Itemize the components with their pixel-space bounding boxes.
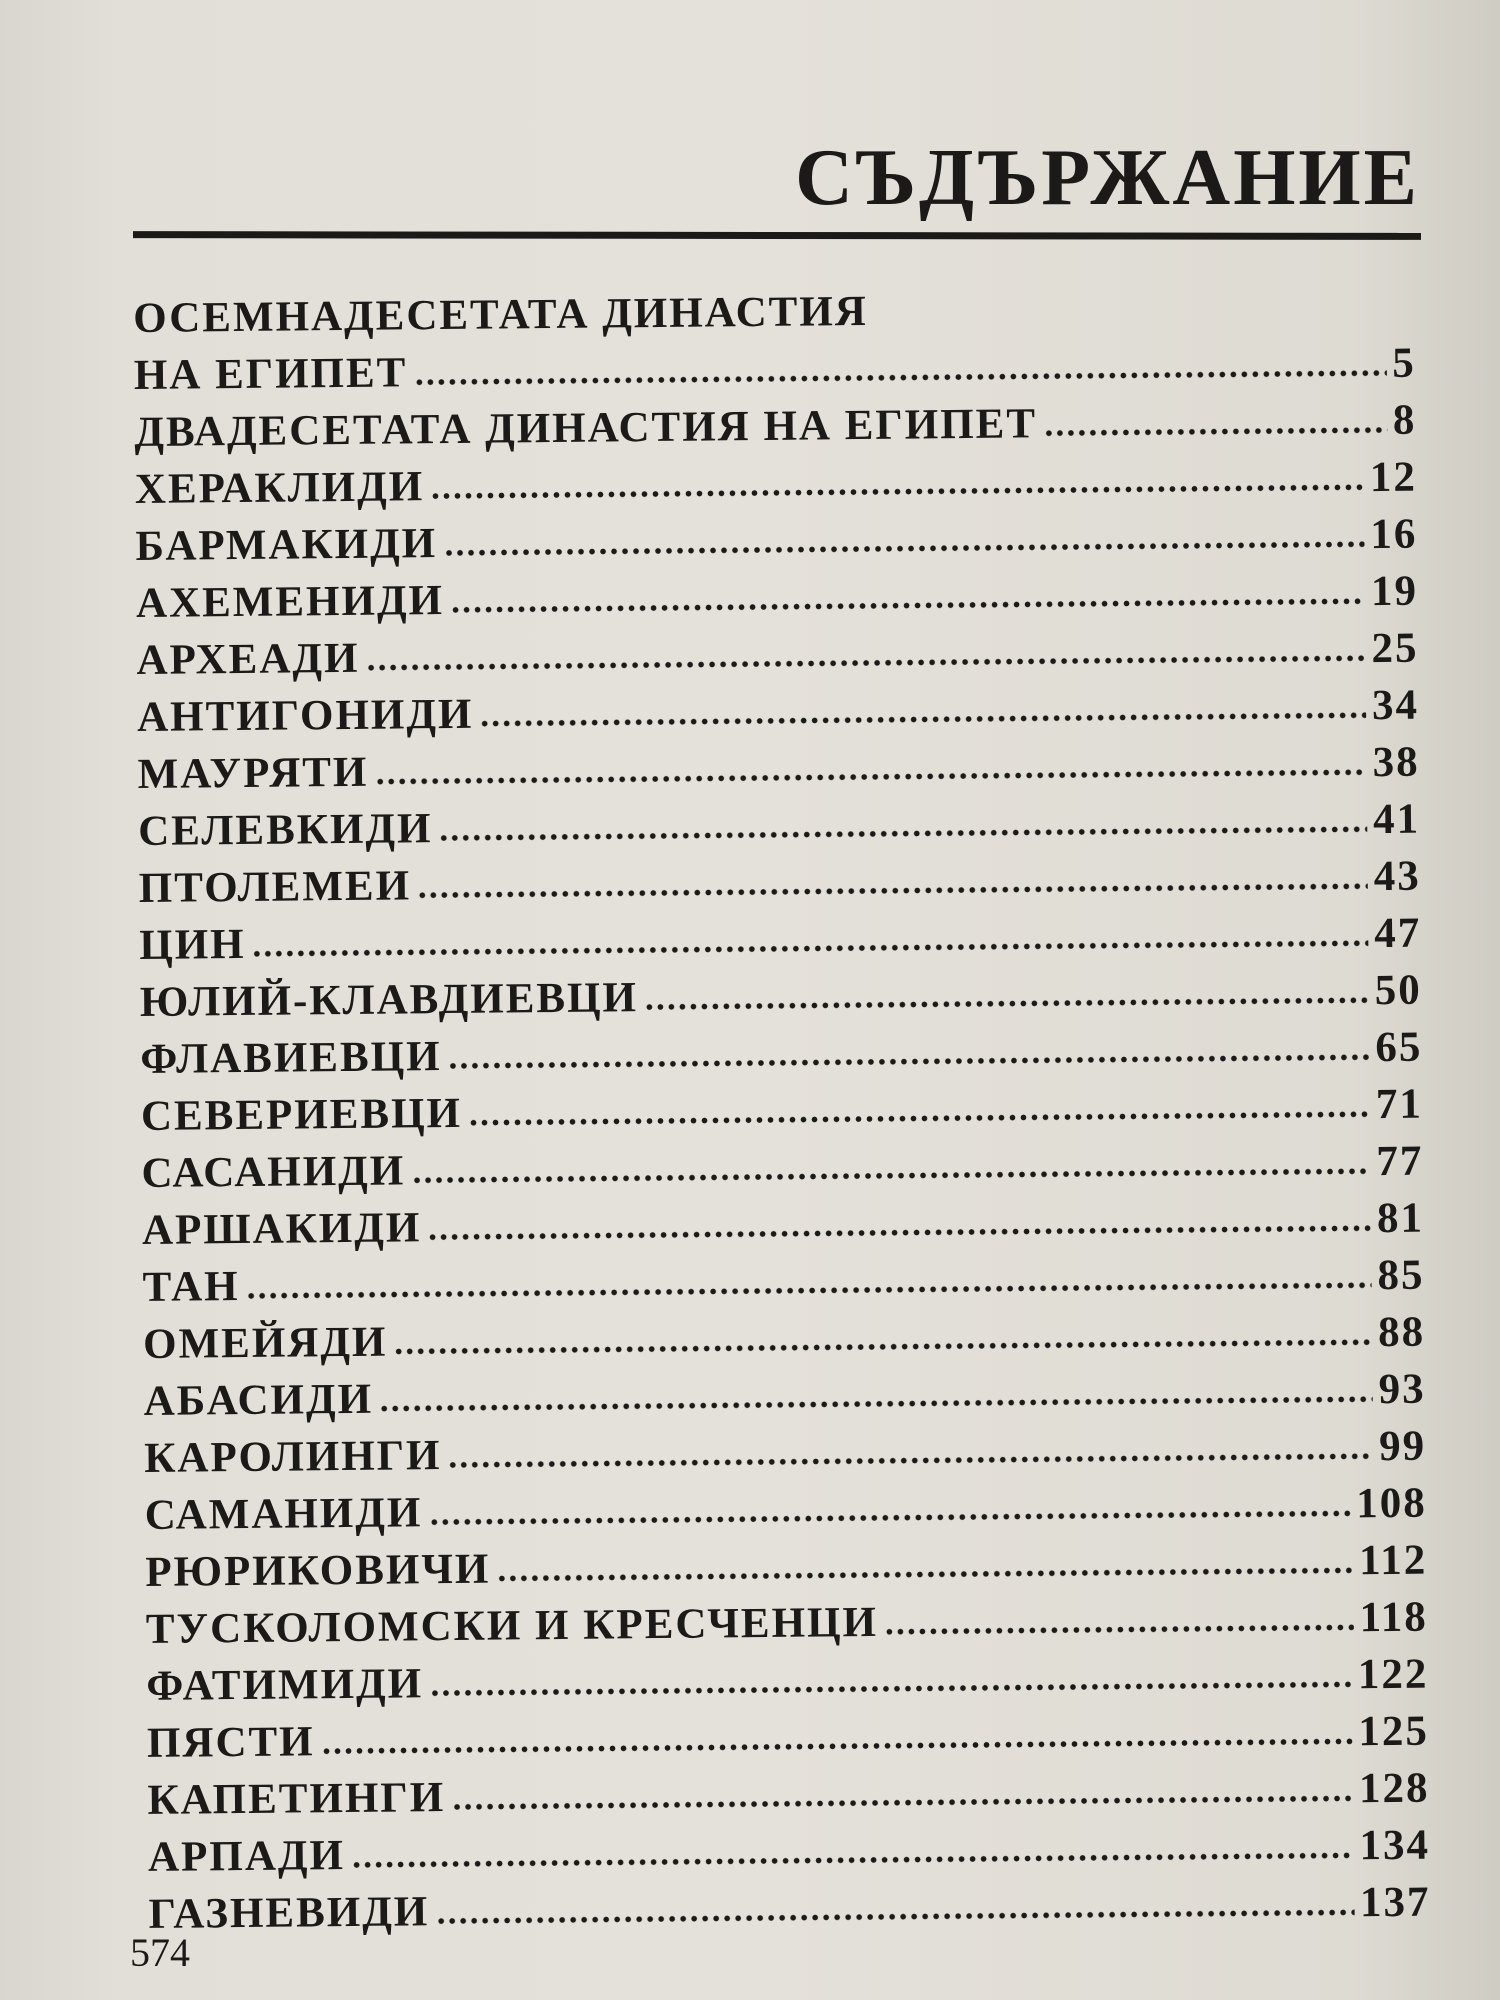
dot-leader bbox=[448, 1052, 1370, 1071]
dot-leader bbox=[428, 1508, 1350, 1527]
dot-leader bbox=[393, 1337, 1372, 1356]
dot-leader bbox=[644, 995, 1369, 1012]
toc-entry-title: ДВАДЕСЕТАТА ДИНАСТИЯ НА ЕГИПЕТ bbox=[134, 400, 1038, 456]
dot-leader bbox=[417, 881, 1368, 900]
toc-entry-title: АХЕМЕНИДИ bbox=[135, 577, 445, 627]
toc-entry-page: 137 bbox=[1359, 1878, 1431, 1927]
toc-entry-title: АРШАКИДИ bbox=[141, 1204, 422, 1254]
dot-leader bbox=[438, 824, 1367, 843]
toc-entry-title: ТАН bbox=[142, 1263, 240, 1311]
toc-entry-page: 99 bbox=[1378, 1422, 1427, 1471]
toc-entry-title: САСАНИДИ bbox=[141, 1147, 406, 1197]
toc-entry-page: 47 bbox=[1374, 909, 1422, 958]
toc-entry-page: 122 bbox=[1357, 1650, 1429, 1699]
dot-leader bbox=[448, 1451, 1374, 1470]
dot-leader bbox=[435, 1907, 1354, 1926]
page-number: 574 bbox=[130, 1930, 190, 1975]
toc-entry-title: ЦИН bbox=[139, 920, 246, 969]
toc-entry-page: 8 bbox=[1392, 396, 1417, 444]
toc-entry-page: 85 bbox=[1377, 1251, 1425, 1300]
toc-entry-page: 71 bbox=[1375, 1080, 1424, 1129]
dot-leader bbox=[374, 767, 1366, 787]
toc-entry-title: ФАТИМИДИ bbox=[146, 1660, 424, 1710]
dot-leader bbox=[450, 596, 1365, 615]
toc-entry-page: 128 bbox=[1358, 1764, 1430, 1813]
toc-entry-title: ТУСКОЛОМСКИ И КРЕСЧЕНЦИ bbox=[145, 1598, 879, 1653]
dot-leader bbox=[246, 1280, 1372, 1301]
dot-leader bbox=[496, 1565, 1353, 1583]
page-title: СЪДЪРЖАНИЕ bbox=[795, 134, 1420, 222]
dot-leader bbox=[430, 482, 1364, 501]
dot-leader bbox=[351, 1850, 1354, 1870]
toc-entry-title: ГАЗНЕВИДИ bbox=[148, 1888, 430, 1938]
toc-entry-title: ПЯСТИ bbox=[146, 1718, 315, 1767]
toc-entry-page: 112 bbox=[1358, 1536, 1428, 1585]
toc-entry-title: АБАСИДИ bbox=[143, 1375, 374, 1425]
dot-leader bbox=[443, 539, 1364, 558]
dot-leader bbox=[379, 1394, 1373, 1414]
toc-entry-page: 93 bbox=[1378, 1365, 1426, 1414]
dot-leader bbox=[468, 1109, 1370, 1128]
toc-entry-title: АНТИГОНИДИ bbox=[136, 690, 474, 741]
toc-entry-title: ЮЛИЙ-КЛАВДИЕВЦИ bbox=[139, 974, 639, 1026]
toc-entry-page: 34 bbox=[1371, 681, 1420, 730]
toc-entry-title: ФЛАВИЕВЦИ bbox=[140, 1033, 442, 1083]
dot-leader bbox=[252, 938, 1369, 959]
toc-entry-page: 50 bbox=[1374, 966, 1423, 1015]
dot-leader bbox=[413, 368, 1386, 387]
title-underline bbox=[133, 231, 1421, 240]
dot-leader bbox=[884, 1622, 1354, 1637]
table-of-contents bbox=[133, 278, 1431, 1943]
toc-entry-page: 108 bbox=[1355, 1479, 1427, 1528]
toc-entry-page: 12 bbox=[1369, 453, 1418, 502]
toc-entry-title: АРПАДИ bbox=[147, 1832, 346, 1881]
dot-leader bbox=[365, 653, 1365, 673]
toc-entry-title: НА ЕГИПЕТ bbox=[133, 349, 408, 399]
toc-entry-page: 88 bbox=[1377, 1308, 1426, 1357]
toc-heading-line: ОСЕМНАДЕСЕТАТА ДИНАСТИЯ bbox=[133, 287, 869, 342]
dot-leader bbox=[411, 1166, 1370, 1185]
toc-entry-page: 5 bbox=[1392, 339, 1416, 387]
toc-entry-title: ПТОЛЕМЕИ bbox=[138, 862, 412, 912]
toc-entry-title: СЕВЕРИЕВЦИ bbox=[140, 1089, 463, 1140]
toc-entry bbox=[148, 1874, 1430, 1943]
toc-entry-page: 77 bbox=[1376, 1137, 1424, 1186]
toc-entry-page: 118 bbox=[1359, 1593, 1429, 1642]
dot-leader bbox=[321, 1736, 1353, 1756]
dot-leader bbox=[427, 1223, 1371, 1242]
dot-leader bbox=[429, 1679, 1352, 1698]
dot-leader bbox=[451, 1793, 1353, 1812]
toc-entry-title: РЮРИКОВИЧИ bbox=[145, 1545, 491, 1596]
toc-entry-title: КАРОЛИНГИ bbox=[143, 1432, 442, 1482]
toc-entry-title: ОМЕЙЯДИ bbox=[142, 1318, 388, 1368]
toc-entry-page: 134 bbox=[1359, 1821, 1431, 1870]
toc-entry-page: 125 bbox=[1358, 1707, 1430, 1756]
toc-entry-page: 43 bbox=[1373, 852, 1421, 901]
dot-leader bbox=[479, 710, 1366, 729]
toc-entry-page: 16 bbox=[1370, 510, 1418, 559]
toc-entry-page: 81 bbox=[1376, 1194, 1425, 1243]
toc-entry-title: БАРМАКИДИ bbox=[135, 520, 438, 570]
toc-entry-page: 25 bbox=[1371, 624, 1419, 673]
toc-entry-title: СЕЛЕВКИДИ bbox=[137, 805, 433, 855]
dot-leader bbox=[1043, 425, 1387, 438]
toc-entry-page: 38 bbox=[1372, 738, 1420, 787]
toc-entry-title: АРХЕАДИ bbox=[136, 634, 360, 684]
toc-entry-title: МАУРЯТИ bbox=[137, 748, 369, 798]
toc-entry-title: КАПЕТИНГИ bbox=[147, 1774, 446, 1824]
toc-entry-page: 19 bbox=[1370, 567, 1419, 616]
toc-entry-title: ХЕРАКЛИДИ bbox=[134, 463, 425, 513]
toc-entry-title: САМАНИДИ bbox=[144, 1489, 423, 1539]
toc-entry-page: 65 bbox=[1375, 1023, 1423, 1072]
toc-entry-page: 41 bbox=[1372, 795, 1421, 844]
